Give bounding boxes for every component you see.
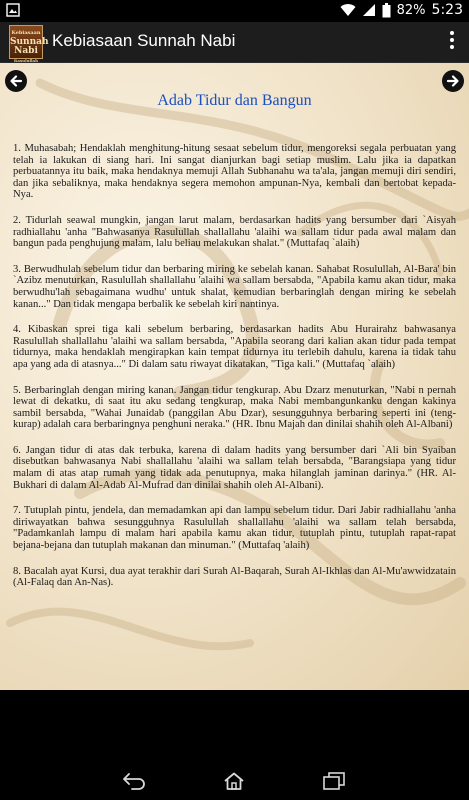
clock: 5:23 — [431, 2, 463, 18]
system-navigation-bar — [0, 690, 469, 800]
arrow-right-icon — [446, 74, 460, 88]
page-title: Adab Tidur dan Bangun — [157, 92, 312, 109]
status-icons — [340, 2, 463, 18]
paragraph-3: 3. Berwudhulah sebelum tidur dan berbaring miring ke sebelah kanan. Sahabat Rosulullah, Al-Bara' bin `Azibz menuturkan, Rasulullah shallallahu 'alaihi wa sallam bersabda, "Apabila kamu akan tidur, maka berwudhu'lah sebagaimana wudhu' untuk shalat, kemudian berbaringlah dengan miring ke sebelah kanan..." Dan tidak mengapa berbalik ke sebelah kiri nantinya. — [13, 263, 456, 310]
battery-icon — [382, 3, 391, 18]
previous-page-button[interactable] — [5, 70, 27, 92]
content-area[interactable] — [0, 63, 469, 690]
app-logo-line-2: Sunnah — [10, 37, 49, 47]
battery-percentage: 82% — [396, 2, 426, 18]
article-body — [13, 143, 456, 603]
image-notification-icon — [6, 3, 20, 17]
status-bar — [0, 0, 469, 22]
app-logo-line-1: Kebiasaan — [11, 30, 41, 36]
app-title: Kebiasaan Sunnah Nabi — [52, 31, 236, 50]
paragraph-4: 4. Kibaskan sprei tiga kali sebelum berbaring, berdasarkan hadits Abu Hurairahz bahwasanya Rasulullah shallallahu 'alaihi wa sallam bersabda, "Apabila seorang dari kalian akan tidur pada tempat tidurnya, maka hendaklah mengirapkan kain tempat tidurnya itu terlebih dahulu, karena ia tidak tahu apa yang ada di atasnya..." Di dalam satu riwayat dikatakan, "Tiga kali." (Muttafaq `alaih) — [13, 324, 456, 370]
arrow-left-icon — [9, 74, 23, 88]
back-icon[interactable] — [122, 772, 146, 790]
app-logo[interactable] — [9, 25, 49, 63]
recent-apps-icon[interactable] — [322, 772, 346, 790]
paragraph-7: 7. Tutuplah pintu, jendela, dan memadamkan api dan lampu sebelum tidur. Dari Jabir radhiallahu 'anha diriwayatkan bahwa sesungguhnya Rasulullah shallallahu 'alaihi wa sallam telah bersabda, "Padamkanlah lampu di malam hari apabila kamu akan tidur, tutuplah pintu, tutuplah rapat-rapat bejana-bejana dan tutuplah makanan dan minuman." (Muttafaq 'alaih) — [13, 505, 456, 552]
paragraph-8: 8. Bacalah ayat Kursi, dua ayat terakhir dari Surah Al-Baqarah, Surah Al-Ikhlas dan Al-Mu'awwidzatain (Al-Falaq dan An-Nas). — [13, 565, 456, 589]
paragraph-6: 6. Jangan tidur di atas dak terbuka, karena di dalam hadits yang bersumber dari `Ali bin Syaiban disebutkan bahwasanya Nabi shallallahu 'alaihi wa sallam telah bersabda, "Barangsiapa yang tidur malam di atas atap rumah yang tidak ada penutupnya, maka hilanglah jaminan darinya." (HR. Al-Bukhari di dalam Al-Adab Al-Mufrad dan dinilai shahih oleh Al-Albani). — [13, 444, 456, 491]
next-page-button[interactable] — [442, 70, 464, 92]
action-bar — [0, 22, 469, 63]
home-icon[interactable] — [222, 772, 246, 790]
app-logo-line-4: Rasulullah — [13, 58, 39, 63]
paragraph-2: 2. Tidurlah seawal mungkin, jangan larut malam, berdasarkan hadits yang bersumber dari `Aisyah radhiallahu 'anha "Bahwasanya Rasulullah shallallahu 'alaihi wa sallam tidur pada awal malam dan bangun pada penghujung malam, lalu beliau melakukan shalat." (Muttafaq `alaih) — [13, 214, 456, 250]
wifi-icon — [340, 3, 356, 17]
overflow-menu-icon[interactable] — [449, 31, 455, 53]
signal-icon — [362, 3, 376, 17]
paragraph-5: 5. Berbaringlah dengan miring kanan. Jangan tidur tengkurap. Abu Dzarz menuturkan, "Nabi n pernah lewat di dekatku, di saat itu aku sedang tengkurap, maka Nabi membangunkanku dengan kakinya sambil bersabda, "Wahai Junaidab (panggilan Abu Dzar), sesungguhnya berbaring seperti ini (teng-kurap) adalah cara berbaringnya penghuni neraka." (HR. Ibnu Majah dan dinilai shahih oleh Al-Albani) — [13, 384, 456, 431]
app-logo-line-3: Nabi — [14, 46, 38, 56]
paragraph-1: 1. Muhasabah; Hendaklah menghitung-hitung sesaat sebelum tidur, mengoreksi segala perbuatan yang telah ia lakukan di siang hari. Ini sangat dianjurkan bagi setiap muslim. Lalu jika ia dapatkan perbuatannya itu baik, maka hendaknya memuji Allah Subhanahu wa ta'ala, jangan memuji diri sendiri, dan jika sebaliknya, maka hendaknya segera memohon ampunan-Nya, kembali dan bertobat kepada-Nya. — [13, 143, 456, 201]
